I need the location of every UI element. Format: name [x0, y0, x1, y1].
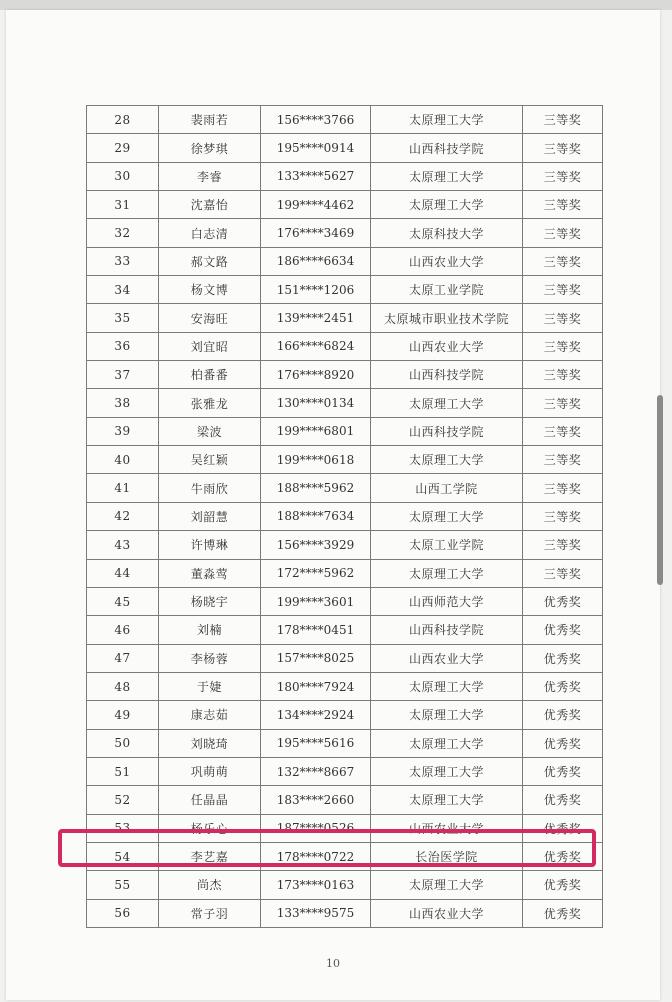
cell-number: 36 [87, 332, 159, 360]
cell-name: 杨晓宇 [159, 587, 261, 615]
cell-name: 沈嘉怡 [159, 191, 261, 219]
table-row [87, 559, 603, 587]
cell-phone: 157****8025 [261, 644, 371, 672]
table-row [87, 247, 603, 275]
cell-phone: 172****5962 [261, 559, 371, 587]
cell-school: 山西科技学院 [371, 616, 523, 644]
cell-name: 任晶晶 [159, 786, 261, 814]
cell-school: 太原理工大学 [371, 701, 523, 729]
cell-award: 优秀奖 [523, 871, 603, 899]
cell-school: 山西农业大学 [371, 899, 523, 927]
cell-number: 31 [87, 191, 159, 219]
page-number: 10 [326, 957, 340, 970]
table-row [87, 417, 603, 445]
table-row [87, 587, 603, 615]
cell-name: 白志清 [159, 219, 261, 247]
table-row [87, 616, 603, 644]
table-row [87, 191, 603, 219]
table-row [87, 446, 603, 474]
cell-phone: 199****0618 [261, 446, 371, 474]
cell-number: 52 [87, 786, 159, 814]
table-row [87, 672, 603, 700]
top-edge [0, 0, 672, 10]
cell-number: 45 [87, 587, 159, 615]
cell-number: 50 [87, 729, 159, 757]
award-table [86, 105, 603, 928]
cell-school: 太原理工大学 [371, 871, 523, 899]
cell-school: 长治医学院 [371, 842, 523, 870]
table-row [87, 814, 603, 842]
cell-award: 三等奖 [523, 474, 603, 502]
cell-number: 54 [87, 842, 159, 870]
table-row [87, 757, 603, 785]
cell-name: 裴雨若 [159, 106, 261, 134]
cell-name: 张雅龙 [159, 389, 261, 417]
award-table-body [87, 106, 603, 928]
cell-school: 太原理工大学 [371, 389, 523, 417]
cell-name: 许博琳 [159, 531, 261, 559]
cell-school: 太原科技大学 [371, 219, 523, 247]
cell-number: 47 [87, 644, 159, 672]
cell-award: 三等奖 [523, 531, 603, 559]
cell-phone: 173****0163 [261, 871, 371, 899]
cell-school: 山西科技学院 [371, 134, 523, 162]
table-row [87, 729, 603, 757]
table-row [87, 162, 603, 190]
cell-name: 吴红颖 [159, 446, 261, 474]
cell-school: 山西工学院 [371, 474, 523, 502]
cell-name: 刘楠 [159, 616, 261, 644]
cell-award: 三等奖 [523, 191, 603, 219]
cell-name: 梁波 [159, 417, 261, 445]
cell-number: 38 [87, 389, 159, 417]
cell-number: 40 [87, 446, 159, 474]
table-row [87, 276, 603, 304]
cell-phone: 199****6801 [261, 417, 371, 445]
cell-number: 28 [87, 106, 159, 134]
table-row [87, 786, 603, 814]
cell-school: 山西农业大学 [371, 644, 523, 672]
cell-award: 优秀奖 [523, 899, 603, 927]
cell-phone: 187****0526 [261, 814, 371, 842]
cell-award: 三等奖 [523, 361, 603, 389]
cell-name: 杨文博 [159, 276, 261, 304]
cell-school: 太原理工大学 [371, 786, 523, 814]
cell-number: 42 [87, 502, 159, 530]
table-row [87, 106, 603, 134]
cell-number: 48 [87, 672, 159, 700]
cell-award: 优秀奖 [523, 587, 603, 615]
cell-school: 太原工业学院 [371, 531, 523, 559]
cell-award: 三等奖 [523, 389, 603, 417]
document-page [6, 10, 660, 1000]
cell-award: 三等奖 [523, 247, 603, 275]
cell-school: 太原理工大学 [371, 162, 523, 190]
table-row [87, 644, 603, 672]
cell-award: 三等奖 [523, 559, 603, 587]
cell-number: 37 [87, 361, 159, 389]
cell-phone: 183****2660 [261, 786, 371, 814]
cell-award: 优秀奖 [523, 616, 603, 644]
cell-phone: 156****3766 [261, 106, 371, 134]
table-row [87, 332, 603, 360]
cell-award: 优秀奖 [523, 701, 603, 729]
cell-award: 优秀奖 [523, 644, 603, 672]
table-row [87, 871, 603, 899]
cell-phone: 199****4462 [261, 191, 371, 219]
cell-phone: 199****3601 [261, 587, 371, 615]
cell-school: 太原理工大学 [371, 672, 523, 700]
table-row [87, 701, 603, 729]
cell-award: 三等奖 [523, 332, 603, 360]
cell-school: 太原工业学院 [371, 276, 523, 304]
cell-name: 巩萌萌 [159, 757, 261, 785]
cell-phone: 186****6634 [261, 247, 371, 275]
cell-award: 三等奖 [523, 219, 603, 247]
table-row [87, 361, 603, 389]
cell-school: 山西农业大学 [371, 814, 523, 842]
cell-phone: 176****8920 [261, 361, 371, 389]
cell-number: 29 [87, 134, 159, 162]
cell-school: 太原理工大学 [371, 559, 523, 587]
cell-number: 41 [87, 474, 159, 502]
cell-number: 56 [87, 899, 159, 927]
cell-award: 三等奖 [523, 417, 603, 445]
cell-school: 太原理工大学 [371, 191, 523, 219]
cell-name: 李艺嘉 [159, 842, 261, 870]
table-row [87, 474, 603, 502]
cell-award: 优秀奖 [523, 786, 603, 814]
cell-school: 太原城市职业技术学院 [371, 304, 523, 332]
cell-school: 山西农业大学 [371, 247, 523, 275]
cell-phone: 176****3469 [261, 219, 371, 247]
cell-award: 三等奖 [523, 446, 603, 474]
cell-name: 尚杰 [159, 871, 261, 899]
cell-award: 三等奖 [523, 162, 603, 190]
cell-school: 太原理工大学 [371, 502, 523, 530]
table-row [87, 389, 603, 417]
cell-phone: 188****5962 [261, 474, 371, 502]
cell-name: 郝文路 [159, 247, 261, 275]
cell-name: 徐梦琪 [159, 134, 261, 162]
table-row [87, 304, 603, 332]
cell-number: 55 [87, 871, 159, 899]
cell-phone: 130****0134 [261, 389, 371, 417]
cell-award: 三等奖 [523, 106, 603, 134]
cell-phone: 139****2451 [261, 304, 371, 332]
cell-award: 三等奖 [523, 134, 603, 162]
cell-number: 46 [87, 616, 159, 644]
cell-award: 优秀奖 [523, 757, 603, 785]
table-row [87, 502, 603, 530]
cell-name: 李杨蓉 [159, 644, 261, 672]
cell-phone: 133****9575 [261, 899, 371, 927]
cell-name: 杨乐心 [159, 814, 261, 842]
cell-name: 常子羽 [159, 899, 261, 927]
cell-school: 太原理工大学 [371, 729, 523, 757]
cell-award: 三等奖 [523, 304, 603, 332]
table-row [87, 899, 603, 927]
cell-phone: 132****8667 [261, 757, 371, 785]
cell-number: 35 [87, 304, 159, 332]
cell-school: 山西师范大学 [371, 587, 523, 615]
cell-name: 牛雨欣 [159, 474, 261, 502]
cell-phone: 178****0451 [261, 616, 371, 644]
cell-award: 优秀奖 [523, 814, 603, 842]
cell-phone: 156****3929 [261, 531, 371, 559]
cell-award: 优秀奖 [523, 729, 603, 757]
cell-award: 三等奖 [523, 276, 603, 304]
cell-number: 30 [87, 162, 159, 190]
cell-name: 李睿 [159, 162, 261, 190]
table-row [87, 134, 603, 162]
cell-school: 山西科技学院 [371, 361, 523, 389]
cell-number: 32 [87, 219, 159, 247]
cell-name: 董淼莺 [159, 559, 261, 587]
table-row [87, 842, 603, 870]
cell-name: 刘晓琦 [159, 729, 261, 757]
cell-name: 刘韶慧 [159, 502, 261, 530]
cell-number: 43 [87, 531, 159, 559]
cell-name: 安海旺 [159, 304, 261, 332]
cell-number: 53 [87, 814, 159, 842]
cell-school: 山西农业大学 [371, 332, 523, 360]
cell-number: 44 [87, 559, 159, 587]
table-row [87, 531, 603, 559]
cell-name: 于婕 [159, 672, 261, 700]
cell-school: 太原理工大学 [371, 106, 523, 134]
cell-name: 康志茹 [159, 701, 261, 729]
cell-phone: 180****7924 [261, 672, 371, 700]
cell-number: 33 [87, 247, 159, 275]
cell-name: 刘宜昭 [159, 332, 261, 360]
cell-phone: 134****2924 [261, 701, 371, 729]
cell-phone: 178****0722 [261, 842, 371, 870]
cell-number: 39 [87, 417, 159, 445]
cell-school: 山西科技学院 [371, 417, 523, 445]
cell-name: 柏番番 [159, 361, 261, 389]
cell-phone: 195****0914 [261, 134, 371, 162]
scrollbar-thumb[interactable] [657, 395, 663, 585]
cell-phone: 151****1206 [261, 276, 371, 304]
cell-phone: 166****6824 [261, 332, 371, 360]
table-row [87, 219, 603, 247]
cell-award: 优秀奖 [523, 672, 603, 700]
cell-school: 太原理工大学 [371, 757, 523, 785]
cell-award: 三等奖 [523, 502, 603, 530]
cell-number: 51 [87, 757, 159, 785]
cell-phone: 195****5616 [261, 729, 371, 757]
cell-number: 49 [87, 701, 159, 729]
cell-award: 优秀奖 [523, 842, 603, 870]
cell-phone: 188****7634 [261, 502, 371, 530]
cell-number: 34 [87, 276, 159, 304]
cell-school: 太原理工大学 [371, 446, 523, 474]
cell-phone: 133****5627 [261, 162, 371, 190]
